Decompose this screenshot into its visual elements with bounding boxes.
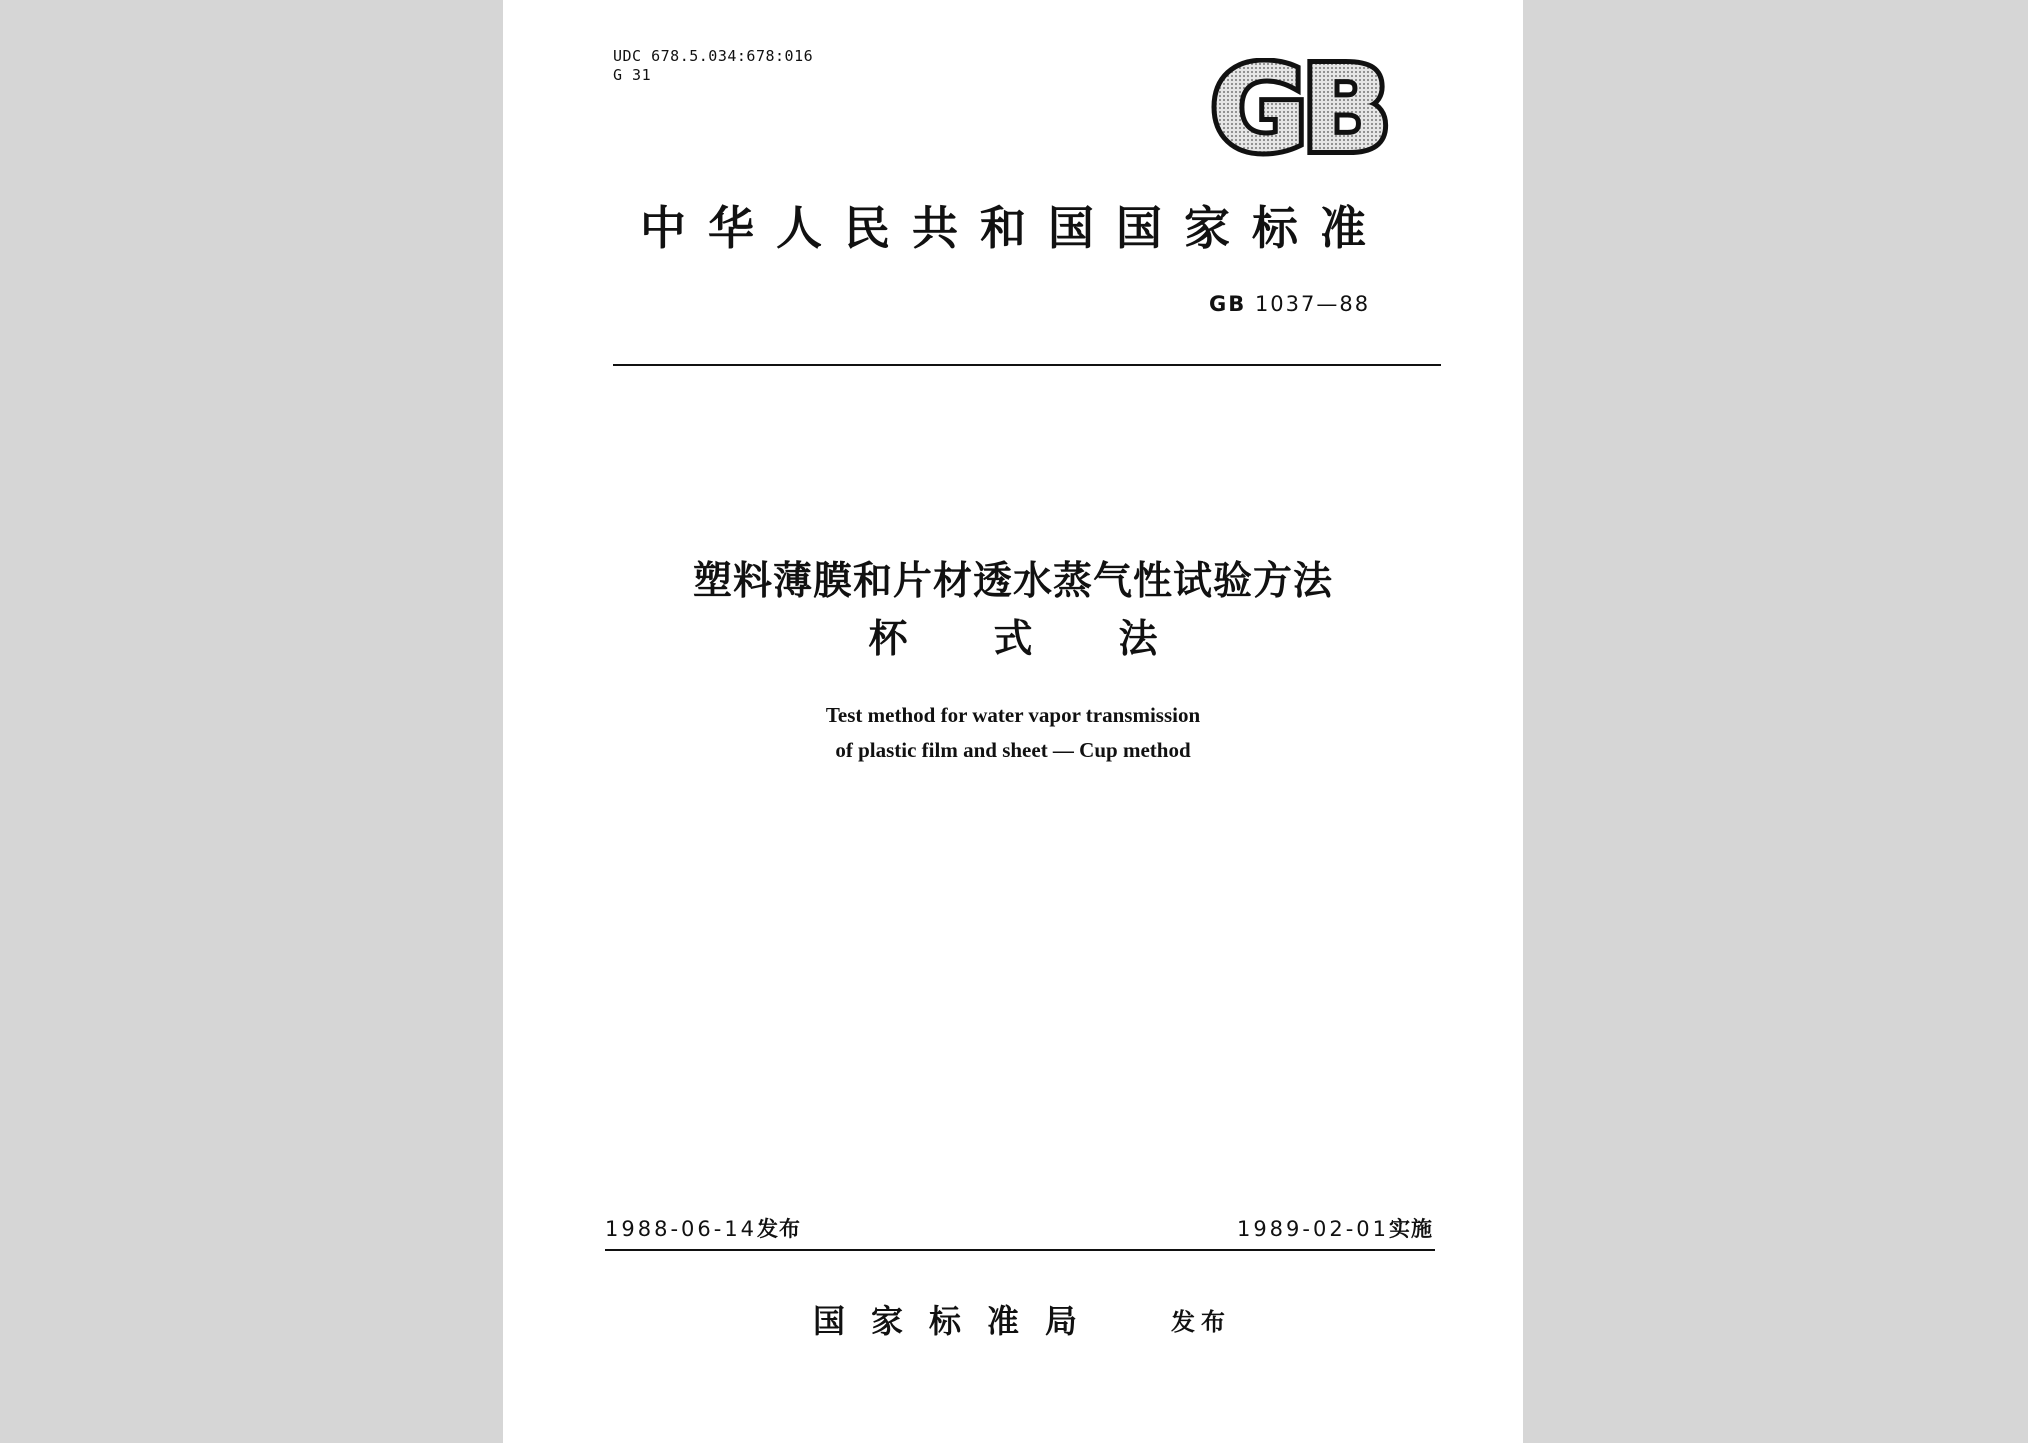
implementation-date-label: 实施 <box>1389 1217 1433 1241</box>
chinese-title-line2: 杯式法 <box>868 617 1244 662</box>
udc-code: UDC 678.5.034:678:016 <box>613 47 814 65</box>
publisher-suffix: 发布 <box>1171 1308 1231 1336</box>
standard-number-value: 1037—88 <box>1254 292 1371 316</box>
document-page <box>503 0 1523 1443</box>
implementation-date-value: 1989-02-01 <box>1236 1217 1389 1241</box>
publisher-name: 国家标准局 <box>813 1302 1104 1340</box>
english-title-line1: Test method for water vapor transmission <box>825 703 1201 727</box>
gb-logo <box>1198 58 1398 162</box>
english-title-line2: of plastic film and sheet — Cup method <box>835 738 1191 762</box>
classification-code: G 31 <box>613 66 652 84</box>
gb-logo-text: GB <box>1210 58 1386 162</box>
bottom-divider <box>605 1249 1435 1251</box>
standard-number-prefix: GB <box>1209 292 1247 316</box>
standard-title: 中华人民共和国国家标准 <box>640 201 1388 255</box>
issue-date-label: 发布 <box>757 1217 802 1241</box>
standard-number <box>1209 292 1370 316</box>
chinese-title-line1: 塑料薄膜和片材透水蒸气性试验方法 <box>692 559 1333 604</box>
issue-date <box>605 1213 801 1243</box>
top-divider <box>613 364 1441 366</box>
implementation-date <box>1237 1213 1433 1243</box>
issue-date-value: 1988-06-14 <box>605 1217 758 1241</box>
